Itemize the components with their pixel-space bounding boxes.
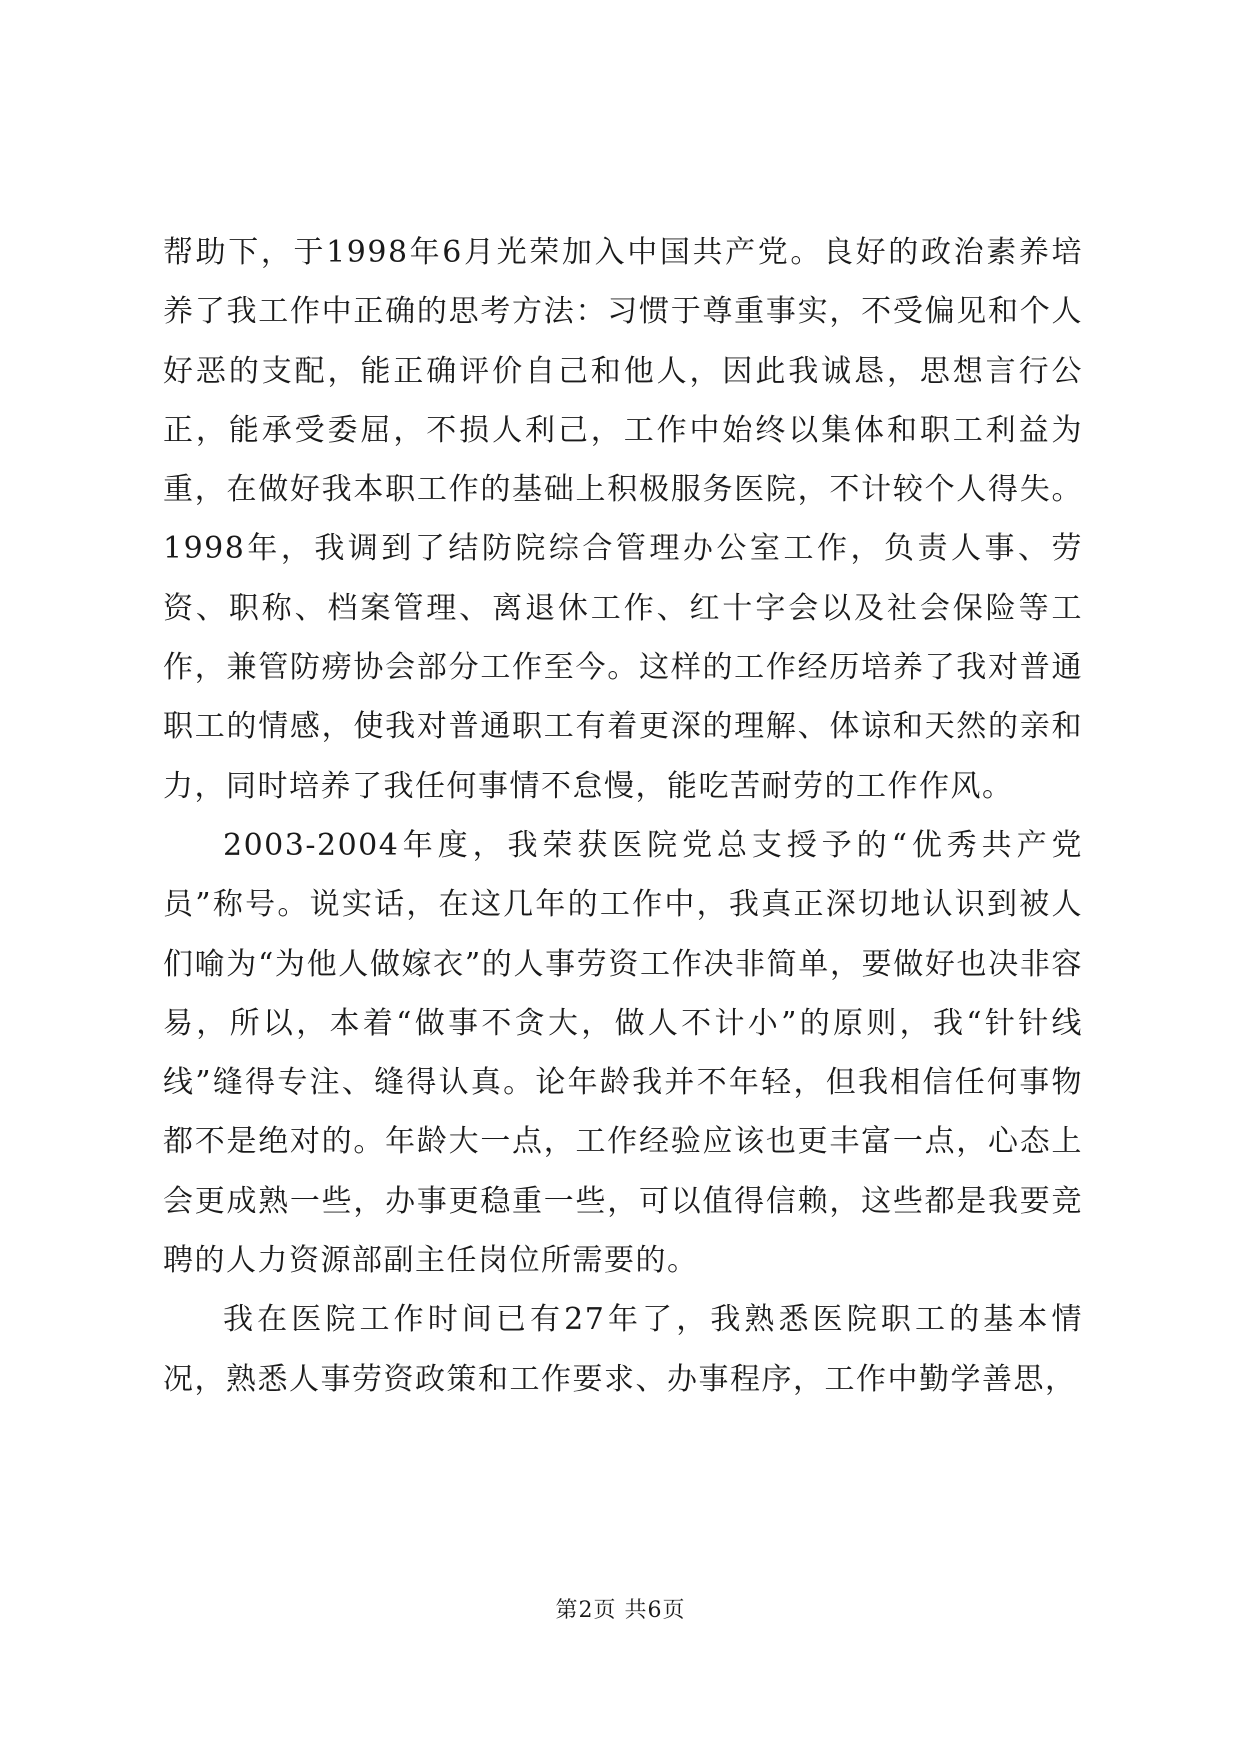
page-number-footer: 第2页 共6页	[555, 1598, 686, 1623]
document-body	[163, 223, 1083, 1409]
paragraph-1: 帮助下，于1998年6月光荣加入中国共产党。良好的政治素养培养了我工作中正确的思考方法：习惯于尊重事实，不受偏见和个人好恶的支配，能正确评价自己和他人，因此我诚恳，思想言行公正，能承受委屈，不损人利己，工作中始终以集体和职工利益为重，在做好我本职工作的基础上积极服务医院，不计较个人得失。1998年，我调到了结防院综合管理办公室工作，负责人事、劳资、职称、档案管理、离退休工作、红十字会以及社会保险等工作，兼管防痨协会部分工作至今。这样的工作经历培养了我对普通职工的情感，使我对普通职工有着更深的理解、体谅和天然的亲和力，同时培养了我任何事情不怠慢，能吃苦耐劳的工作作风。	[163, 235, 1083, 804]
paragraph-2: 2003-2004年度，我荣获医院党总支授予的“优秀共产党员”称号。说实话，在这几年的工作中，我真正深切地认识到被人们喻为“为他人做嫁衣”的人事劳资工作决非简单，要做好也决非容易，所以，本着“做事不贪大，做人不计小”的原则，我“针针线线”缝得专注、缝得认真。论年龄我并不年轻，但我相信任何事物都不是绝对的。年龄大一点，工作经验应该也更丰富一点，心态上会更成熟一些，办事更稳重一些，可以值得信赖，这些都是我要竞聘的人力资源部副主任岗位所需要的。	[163, 827, 1083, 1279]
paragraph-3: 我在医院工作时间已有27年了，我熟悉医院职工的基本情况，熟悉人事劳资政策和工作要求、办事程序，工作中勤学善思，	[163, 1302, 1083, 1397]
